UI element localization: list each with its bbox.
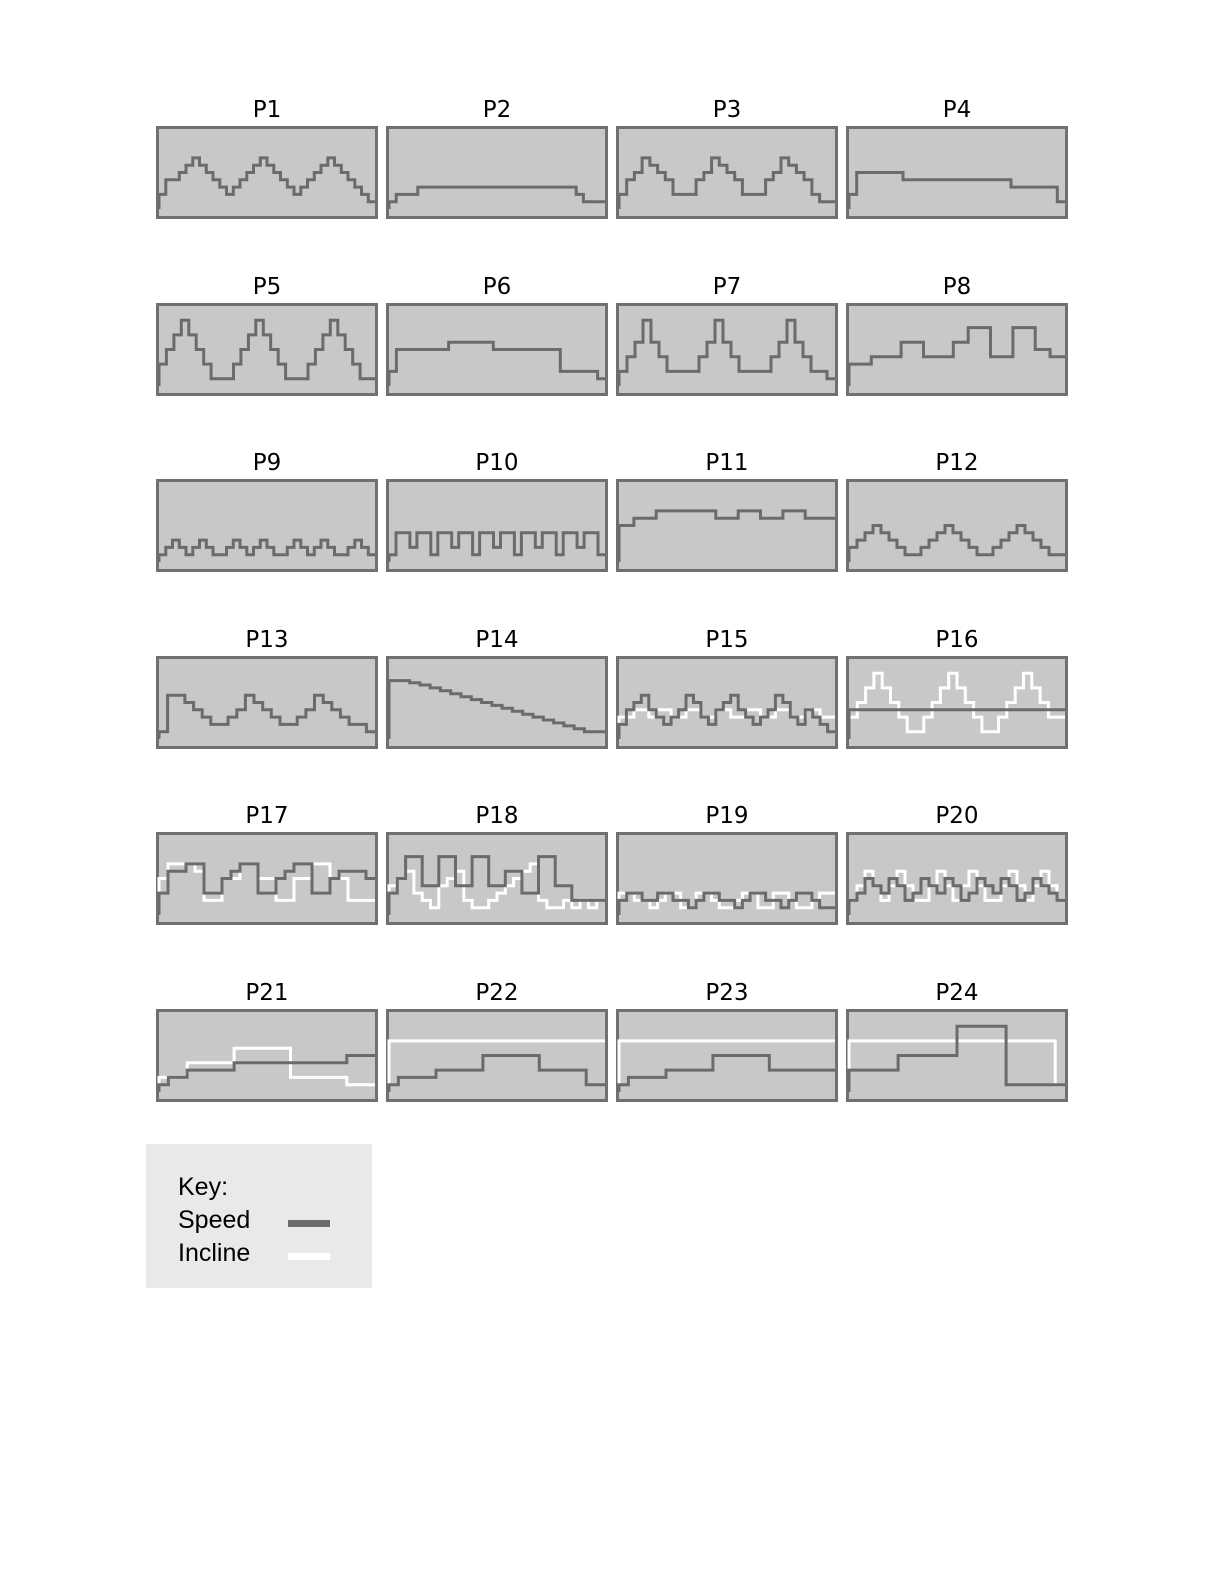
program-title: P18: [475, 803, 519, 829]
program-graph: [616, 126, 838, 219]
key-title: Key:: [178, 1173, 229, 1201]
program-title: P21: [245, 979, 289, 1006]
program-graph: [616, 1009, 838, 1102]
program-graph: [846, 832, 1068, 925]
graph-background: [158, 304, 377, 394]
program-panel-p23: [616, 977, 838, 1154]
graph-background: [388, 481, 607, 571]
graph-background: [848, 304, 1067, 394]
program-panel-p16: [846, 624, 1068, 801]
program-graph: [616, 479, 838, 572]
graph-background: [848, 657, 1067, 747]
program-title: P12: [935, 450, 979, 476]
program-graph: [386, 126, 608, 219]
program-title: P22: [475, 979, 519, 1006]
program-title: P16: [935, 626, 979, 653]
program-title: P14: [475, 626, 519, 653]
program-panel-p7: [616, 271, 838, 448]
program-graph: [616, 656, 838, 749]
program-title: P1: [252, 97, 282, 123]
program-graph: [846, 479, 1068, 572]
program-panel-p24: [846, 977, 1068, 1154]
program-title: P23: [705, 979, 749, 1006]
program-panel-p20: [846, 800, 1068, 977]
program-grid: [156, 94, 1068, 1153]
program-graph: [616, 303, 838, 396]
program-panel-p18: [386, 800, 608, 977]
program-panel-p21: [156, 977, 378, 1154]
program-graph: [846, 656, 1068, 749]
graph-background: [158, 481, 377, 571]
program-panel-p9: [156, 447, 378, 624]
key-speed-label: Speed: [178, 1206, 251, 1234]
program-graph: [156, 303, 378, 396]
program-panel-p22: [386, 977, 608, 1154]
program-title: P11: [705, 450, 749, 476]
program-title: P3: [712, 97, 742, 123]
program-title: P19: [705, 803, 749, 829]
program-panel-p13: [156, 624, 378, 801]
program-title: P6: [482, 273, 512, 300]
program-title: P2: [482, 97, 512, 123]
program-panel-p2: [386, 94, 608, 271]
program-title: P15: [705, 626, 749, 653]
program-panel-p19: [616, 800, 838, 977]
program-panel-p14: [386, 624, 608, 801]
speed-swatch: [288, 1220, 330, 1227]
program-title: P7: [712, 273, 742, 300]
program-panel-p3: [616, 94, 838, 271]
program-graph: [156, 1009, 378, 1102]
program-title: P17: [245, 803, 289, 829]
program-graph: [386, 1009, 608, 1102]
graph-background: [388, 128, 607, 218]
program-graph: [156, 479, 378, 572]
program-panel-p8: [846, 271, 1068, 448]
graph-background: [618, 834, 837, 924]
program-graph: [616, 832, 838, 925]
program-title: P13: [245, 626, 289, 653]
program-panel-p11: [616, 447, 838, 624]
program-graph: [846, 1009, 1068, 1102]
program-graph: [156, 126, 378, 219]
graph-background: [618, 481, 837, 571]
program-panel-p1: [156, 94, 378, 271]
key-incline-label: Incline: [178, 1239, 251, 1267]
incline-swatch: [288, 1253, 330, 1260]
program-graph: [156, 656, 378, 749]
graph-background: [388, 657, 607, 747]
program-title: P24: [935, 979, 979, 1006]
program-panel-p10: [386, 447, 608, 624]
program-graph: [386, 656, 608, 749]
legend-key: [146, 1144, 372, 1288]
program-graph: [386, 303, 608, 396]
program-graph: [386, 479, 608, 572]
program-title: P8: [942, 273, 972, 300]
program-title: P10: [475, 450, 519, 476]
program-panel-p12: [846, 447, 1068, 624]
program-panel-p5: [156, 271, 378, 448]
program-graph: [386, 832, 608, 925]
program-panel-p15: [616, 624, 838, 801]
graph-background: [388, 834, 607, 924]
program-title: P4: [942, 97, 972, 123]
program-title: P20: [935, 803, 979, 829]
program-title: P5: [252, 273, 282, 300]
program-graph: [846, 126, 1068, 219]
program-graph: [156, 832, 378, 925]
program-panel-p17: [156, 800, 378, 977]
graph-background: [158, 1010, 377, 1100]
program-panel-p4: [846, 94, 1068, 271]
program-title: P9: [252, 450, 282, 476]
program-graph: [846, 303, 1068, 396]
program-panel-p6: [386, 271, 608, 448]
